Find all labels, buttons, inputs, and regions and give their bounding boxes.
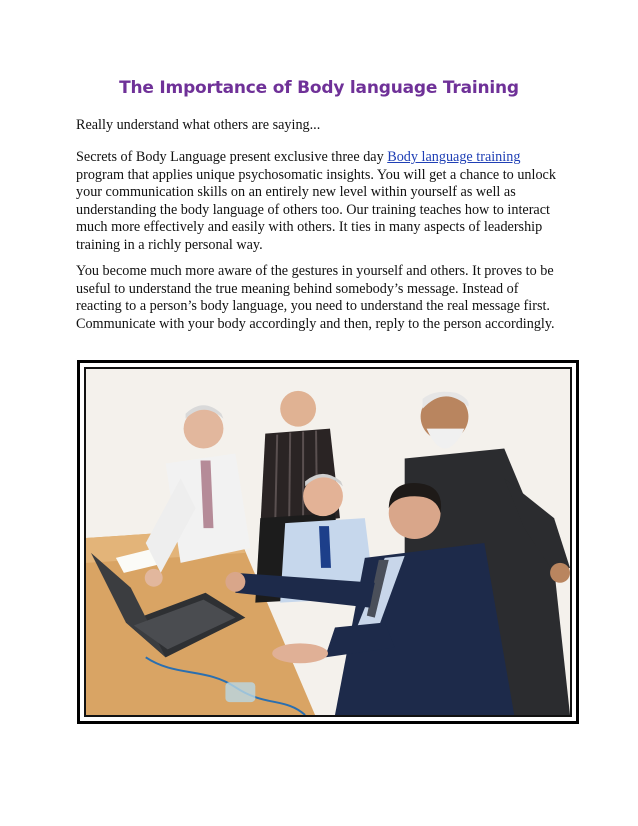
body-language-training-link[interactable]: Body language training (387, 149, 521, 165)
body-paragraph-2: You become much more aware of the gestures in yourself and others. It proves to be useful to understand the true meaning behind somebody’s message. Instead of reacting to a person’s body language, you need to understand the real message first. Communicate with your body accordingly and then, reply to the person accordingly. (76, 263, 555, 332)
body-paragraph-1 (76, 149, 562, 255)
paragraph-text-after-link: program that applies unique psychosomatic insights. You will get a chance to unlock your communication skills on an entirely new level within yourself as well as understanding the body language of others too. Our training teaches how to interact much more effectively and easily with others. It ties in many aspects of leadership training in a richly personal way. (76, 166, 556, 253)
intro-paragraph: Really understand what others are saying... (76, 117, 321, 133)
meeting-photo-illustration (86, 369, 570, 715)
photo-frame (77, 360, 579, 724)
paragraph-text-before-link: Secrets of Body Language present exclusive three day (76, 149, 388, 165)
page-title: The Importance of Body language Training (119, 78, 519, 98)
meeting-photo (84, 367, 572, 717)
